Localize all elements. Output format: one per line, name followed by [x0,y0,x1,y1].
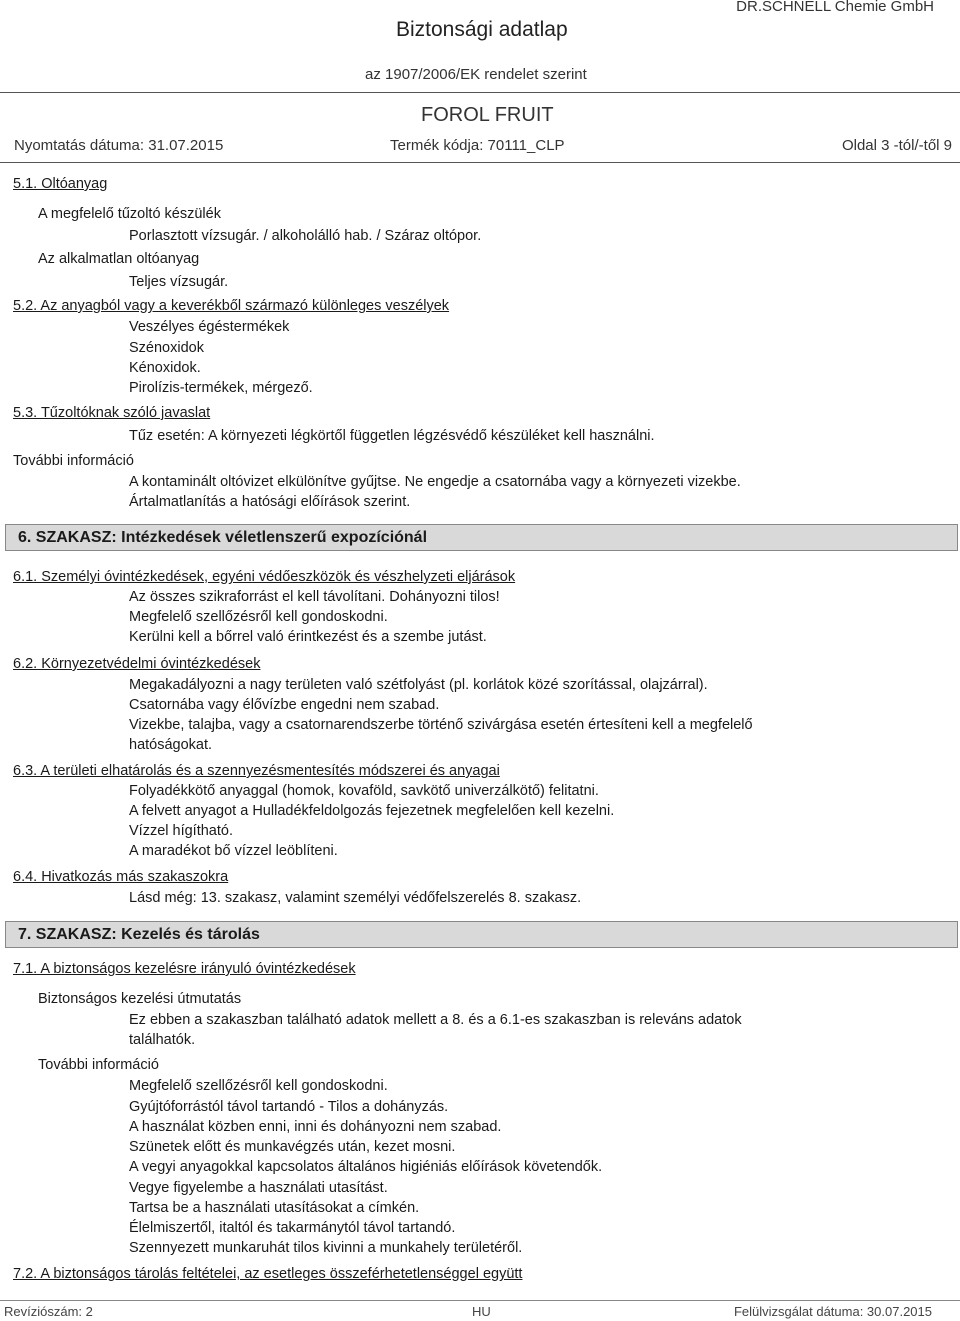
s6-2-line: Megakadályozni a nagy területen való szétfolyást (pl. korlátok közé szorítással, olajzárral). [129,677,708,693]
header-bottom-divider [0,162,960,163]
handling-line: A használat közben enni, inni és dohányozni nem szabad. [129,1119,502,1135]
s6-2-line: hatóságokat. [129,737,213,753]
section-6-title: 6. SZAKASZ: Intézkedések véletlenszerű expozíciónál [18,529,428,546]
product-name: FOROL FRUIT [421,104,554,126]
hazard-line: Kénoxidok. [129,360,201,376]
safe-handling-line: találhatók. [129,1032,196,1048]
product-code: Termék kódja: 70111_CLP [390,137,565,154]
page-number: Oldal 3 -tól/-től 9 [841,137,952,154]
handling-line: Élelmiszertől, italtól és takarmánytól távol tartandó. [129,1220,456,1236]
further-info-line: A kontaminált oltóvizet elkülönítve gyűjtse. Ne engedje a csatornába vagy a környezeti vizekbe. [129,474,741,490]
revision-number: Revíziószám: 2 [4,1304,93,1319]
footer-divider [0,1300,960,1301]
hazard-line: Szénoxidok [129,340,204,356]
further-info-label: További információ [13,453,134,469]
section-5-2-heading: 5.2. Az anyagból vagy a keverékből származó különleges veszélyek [13,298,450,314]
review-date: Felülvizsgálat dátuma: 30.07.2015 [733,1304,932,1319]
handling-line: A vegyi anyagokkal kapcsolatos általános higiéniás előírások követendők. [129,1159,603,1175]
section-7-title: 7. SZAKASZ: Kezelés és tárolás [18,926,260,943]
s6-4-text: Lásd még: 13. szakasz, valamint személyi védőfelszerelés 8. szakasz. [129,890,582,906]
s6-2-line: Csatornába vagy élővízbe engedni nem szabad. [129,697,440,713]
section-6-title-box [5,524,958,551]
s6-2-line: Vizekbe, talajba, vagy a csatornarendszerbe történő szivárgása esetén értesíteni kell a megfelelő [129,717,753,733]
section-6-3-heading: 6.3. A területi elhatárolás és a szennyezésmentesítés módszerei és anyagai [13,763,500,779]
section-7-title-box [5,921,958,948]
firefighter-advice-text: Tűz esetén: A környezeti légkörtől független légzésvédő készüléket kell használni. [129,428,655,444]
section-6-1-heading: 6.1. Személyi óvintézkedések, egyéni védőeszközök és vészhelyzeti eljárások [13,569,516,585]
section-6-4-heading: 6.4. Hivatkozás más szakaszokra [13,869,229,885]
unsuitable-extinguisher-label: Az alkalmatlan oltóanyag [38,251,200,267]
s6-1-line: Az összes szikraforrást el kell távolítani. Dohányozni tilos! [129,589,500,605]
s6-3-line: A felvett anyagot a Hulladékfeldolgozás fejezetnek megfelelően kell kezelni. [129,803,615,819]
s6-3-line: Vízzel hígítható. [129,823,233,839]
safe-handling-label: Biztonságos kezelési útmutatás [38,991,242,1007]
section-7-1-heading: 7.1. A biztonságos kezelésre irányuló óvintézkedések [13,961,356,977]
handling-line: Tartsa be a használati utasításokat a címkén. [129,1200,420,1216]
language-code: HU [472,1304,491,1319]
header-divider [0,92,960,93]
regulation-text: az 1907/2006/EK rendelet szerint [365,66,587,83]
company-name: DR.SCHNELL Chemie GmbH [736,0,934,15]
further-info-line: Ártalmatlanítás a hatósági előírások szerint. [129,494,411,510]
s6-1-line: Kerülni kell a bőrrel való érintkezést és a szembe jutást. [129,629,487,645]
s6-1-line: Megfelelő szellőzésről kell gondoskodni. [129,609,388,625]
print-date: Nyomtatás dátuma: 31.07.2015 [14,137,224,154]
further-info-label-7: További információ [38,1057,159,1073]
handling-line: Szennyezett munkaruhát tilos kivinni a munkahely területéről. [129,1240,523,1256]
document-title: Biztonsági adatlap [396,18,568,41]
s6-3-line: A maradékot bő vízzel leöblíteni. [129,843,338,859]
hazard-line: Pirolízis-termékek, mérgező. [129,380,313,396]
safe-handling-line: Ez ebben a szakaszban található adatok mellett a 8. és a 6.1-es szakaszban is releváns adatok [129,1012,742,1028]
s6-3-line: Folyadékkötő anyaggal (homok, kovaföld, savkötő univerzálkötő) felitatni. [129,783,599,799]
hazard-line: Veszélyes égéstermékek [129,319,290,335]
unsuitable-extinguisher-text: Teljes vízsugár. [129,274,229,290]
handling-line: Gyújtóforrástól távol tartandó - Tilos a dohányzás. [129,1099,449,1115]
section-6-2-heading: 6.2. Környezetvédelmi óvintézkedések [13,656,261,672]
section-7-2-heading: 7.2. A biztonságos tárolás feltételei, az esetleges összeférhetetlenséggel együtt [13,1266,523,1282]
handling-line: Vegye figyelembe a használati utasítást. [129,1180,388,1196]
handling-line: Megfelelő szellőzésről kell gondoskodni. [129,1078,388,1094]
handling-line: Szünetek előtt és munkavégzés után, kezet mosni. [129,1139,456,1155]
suitable-extinguisher-text: Porlasztott vízsugár. / alkoholálló hab. / Száraz oltópor. [129,228,482,244]
section-5-1-heading: 5.1. Oltóanyag [13,176,108,192]
section-5-3-heading: 5.3. Tűzoltóknak szóló javaslat [13,405,211,421]
suitable-extinguisher-label: A megfelelő tűzoltó készülék [38,206,221,222]
